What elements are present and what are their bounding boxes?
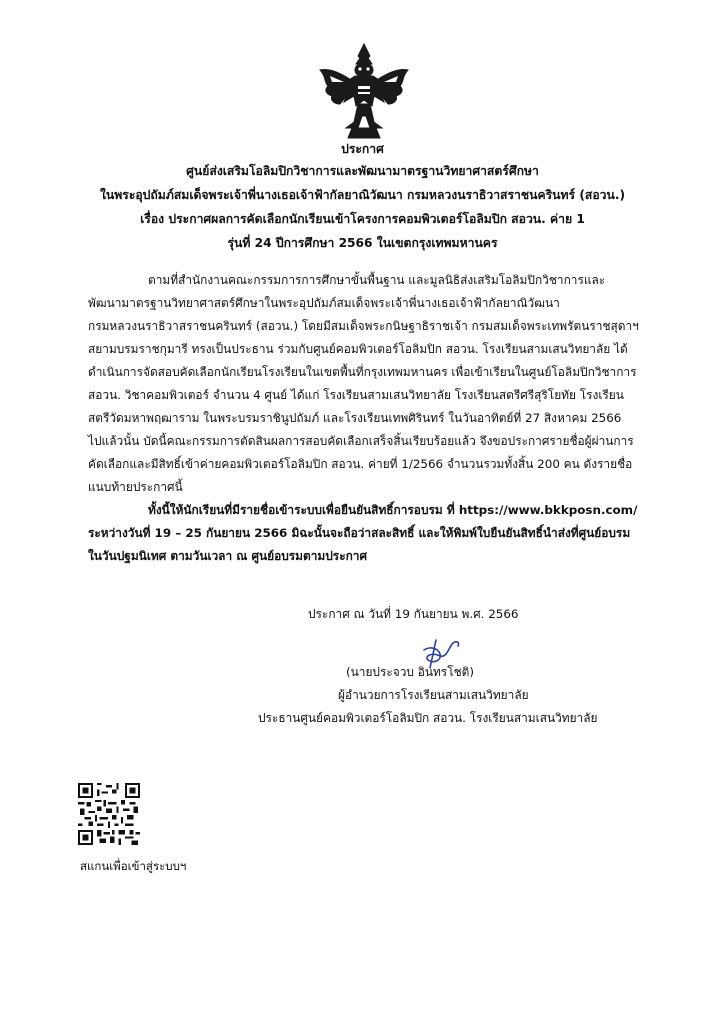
paragraph-1-line: คัดเลือกและมีสิทธิ์เข้าค่ายคอมพิวเตอร์โอลิมปิก สอวน. ค่ายที่ 1/2566 จำนวนรวมทั้งสิ้น 200 คน ดังรายชื่อ (88, 457, 633, 471)
paragraph-2-line: ในวันปฐมนิเทศ ตามวันเวลา ณ ศูนย์อบรมตามประกาศ (88, 549, 368, 563)
paragraph-1-line: ตามที่สำนักงานคณะกรรมการการศึกษาขั้นพื้นฐาน และมูลนิธิส่งเสริมโอลิมปิกวิชาการและ (148, 273, 606, 287)
organization-line-1: ศูนย์ส่งเสริมโอลิมปิกวิชาการและพัฒนามาตรฐานวิทยาศาสตร์ศึกษา (186, 164, 539, 178)
qr-code[interactable] (78, 783, 140, 845)
paragraph-1-line: ไปแล้วนั้น บัดนี้คณะกรรมการตัดสินผลการสอบคัดเลือกเสร็จสิ้นเรียบร้อยแล้ว จึงขอประกาศรายชื่อผู้ผ่านการ (88, 434, 634, 448)
announcement-title: ประกาศ (341, 142, 384, 156)
subject-line-2: รุ่นที่ 24 ปีการศึกษา 2566 ในเขตกรุงเทพมหานคร (227, 236, 498, 250)
signatory-position-1: ผู้อำนวยการโรงเรียนสามเสนวิทยาลัย (338, 688, 529, 702)
garuda-emblem-icon (318, 42, 410, 140)
paragraph-1-line: กรมหลวงนราธิวาสราชนครินทร์ (สอวน.) โดยมีสมเด็จพระกนิษฐาธิราชเจ้า กรมสมเด็จพระเทพรัตนราชสุดาฯ (88, 319, 639, 333)
paragraph-1-line: แนบท้ายประกาศนี้ (88, 480, 183, 494)
signatory-position-2: ประธานศูนย์คอมพิวเตอร์โอลิมปิก สอวน. โรงเรียนสามเสนวิทยาลัย (258, 711, 598, 725)
paragraph-2-line: ทั้งนี้ให้นักเรียนที่มีรายชื่อเข้าระบบเพื่อยืนยันสิทธิ์การอบรม ที่ https://www.bkkposn.com/ (148, 503, 638, 517)
signatory-name: (นายประจวบ อินทรโชติ) (346, 665, 475, 679)
paragraph-1-line: สอวน. วิชาคอมพิวเตอร์ จำนวน 4 ศูนย์ ได้แก่ โรงเรียนสามเสนวิทยาลัย โรงเรียนสตรีศรีสุริโยทัย โรงเรียน (88, 388, 624, 402)
announcement-date: ประกาศ ณ วันที่ 19 กันยายน พ.ศ. 2566 (308, 607, 519, 621)
paragraph-1-line: ดำเนินการจัดสอบคัดเลือกนักเรียนโรงเรียนในเขตพื้นที่กรุงเทพมหานคร เพื่อเข้าเรียนในศูนย์โอลิมปิกวิชาการ (88, 365, 637, 379)
paragraph-1-line: สตรีวัดมหาพฤฒาราม ในพระบรมราชินูปถัมภ์ และโรงเรียนเทพศิรินทร์ ในวันอาทิตย์ที่ 27 สิงหาคม 2566 (88, 411, 622, 425)
paragraph-2-line: ระหว่างวันที่ 19 – 25 กันยายน 2566 มิฉะนั้นจะถือว่าสละสิทธิ์ และให้พิมพ์ใบยืนยันสิทธิ์นำส่งที่ศูนย์อบรม (88, 526, 631, 540)
paragraph-1-line: พัฒนามาตรฐานวิทยาศาสตร์ศึกษาในพระอุปถัมภ์สมเด็จพระเจ้าพี่นางเธอเจ้าฟ้ากัลยาณิวัฒนา (88, 296, 560, 310)
subject-line-1: เรื่อง ประกาศผลการคัดเลือกนักเรียนเข้าโครงการคอมพิวเตอร์โอลิมปิก สอวน. ค่าย 1 (140, 212, 585, 226)
qr-caption: สแกนเพื่อเข้าสู่ระบบฯ (80, 859, 187, 873)
paragraph-1-line: สยามบรมราชกุมารี ทรงเป็นประธาน ร่วมกับศูนย์คอมพิวเตอร์โอลิมปิก สอวน. โรงเรียนสามเสนวิทยาลัย ได้ (88, 342, 628, 356)
organization-line-2: ในพระอุปถัมภ์สมเด็จพระเจ้าพี่นางเธอเจ้าฟ้ากัลยาณิวัฒนา กรมหลวงนราธิวาสราชนครินทร์ (สอวน.) (99, 188, 626, 202)
